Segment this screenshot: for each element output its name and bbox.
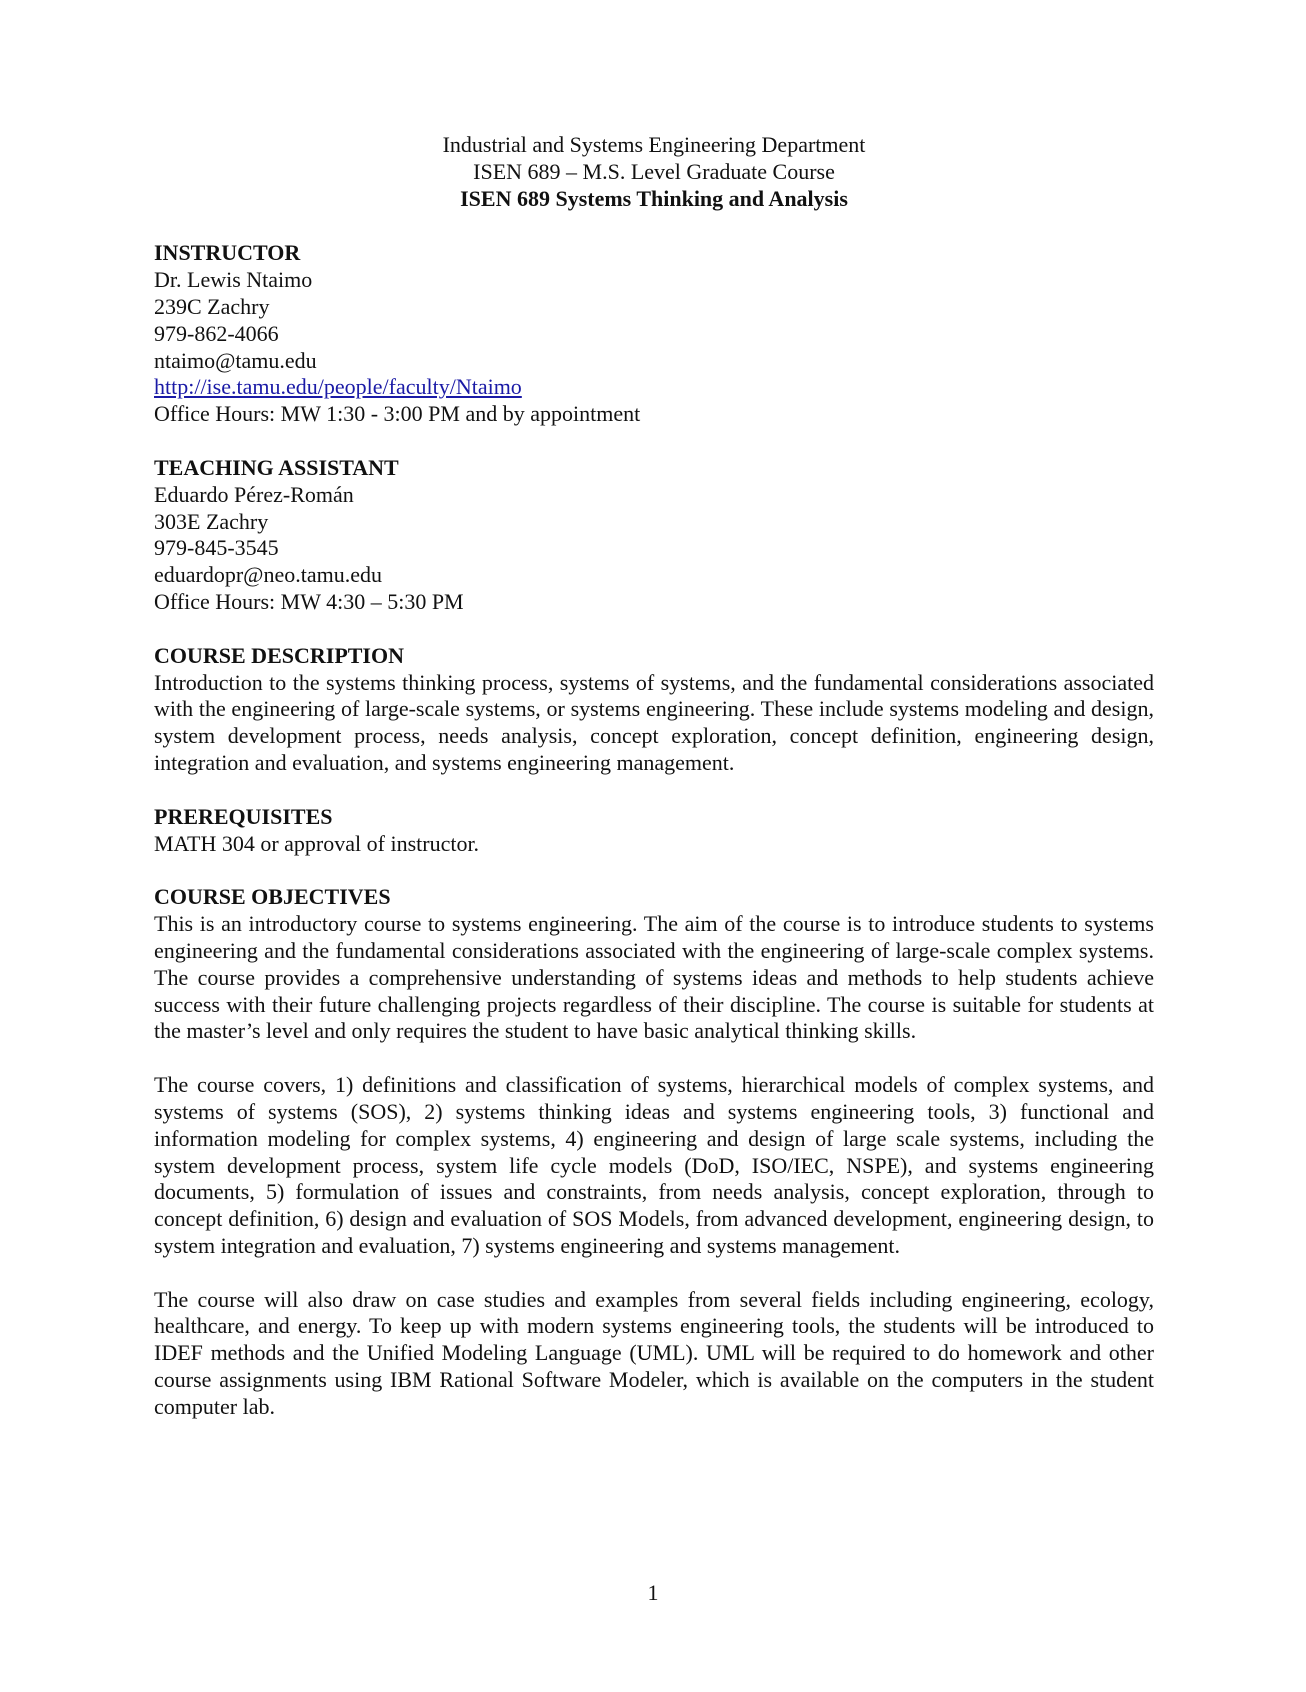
teaching-assistant-heading: TEACHING ASSISTANT — [154, 454, 399, 480]
teaching-assistant-section — [154, 455, 1154, 616]
instructor-heading: INSTRUCTOR — [154, 240, 301, 266]
instructor-office: 239C Zachry — [154, 293, 270, 319]
course-description-heading: COURSE DESCRIPTION — [154, 642, 404, 668]
objectives-paragraph-intro: This is an introductory course to systems engineering. The aim of the course is to introduce students to systems engineering and the fundamental considerations associated with the engineering of large-scale complex systems. The course provides a comprehensive understanding of systems ideas and methods to help students achieve success with their future challenging projects regardless of their discipline. The course is suitable for students at the master’s level and only requires the student to have basic analytical thinking skills. — [154, 911, 1154, 1044]
ta-phone: 979-845-3545 — [154, 535, 279, 561]
course-level-line: ISEN 689 – M.S. Level Graduate Course — [473, 158, 835, 184]
ta-office: 303E Zachry — [154, 508, 269, 534]
ta-name: Eduardo Pérez-Román — [154, 481, 354, 507]
instructor-email: ntaimo@tamu.edu — [154, 347, 317, 373]
ta-email: eduardopr@neo.tamu.edu — [154, 562, 382, 588]
prerequisites-heading: PREREQUISITES — [154, 803, 333, 829]
prerequisites-section — [154, 804, 1154, 858]
course-objectives-heading: COURSE OBJECTIVES — [154, 884, 391, 910]
course-description-text: Introduction to the systems thinking process, systems of systems, and the fundamental considerations associated with the engineering of large-scale systems, or systems engineering. These include systems modeling and design, system development process, needs analysis, concept exploration, concept definition, engineering design, integration and evaluation, and systems engineering management. — [154, 669, 1154, 775]
instructor-section — [154, 240, 1154, 428]
instructor-url-link[interactable]: http://ise.tamu.edu/people/faculty/Ntaimo — [154, 374, 522, 400]
document-body — [154, 132, 1154, 1448]
document-header — [154, 132, 1154, 212]
instructor-name: Dr. Lewis Ntaimo — [154, 267, 313, 293]
objectives-paragraph-case-studies: The course will also draw on case studies and examples from several fields including engineering, ecology, healthcare, and energy. To keep up with modern systems engineering tools, the students will be introduced to IDEF methods and the Unified Modeling Language (UML). UML will be required to do homework and other course assignments using IBM Rational Software Modeler, which is available on the computers in the student computer lab. — [154, 1286, 1154, 1419]
prerequisites-text: MATH 304 or approval of instructor. — [154, 830, 480, 856]
ta-office-hours: Office Hours: MW 4:30 – 5:30 PM — [154, 588, 464, 614]
objectives-paragraph-coverage: The course covers, 1) definitions and classification of systems, hierarchical models of complex systems, and systems of systems (SOS), 2) systems thinking ideas and systems engineering tools, 3) functional and information modeling for complex systems, 4) engineering and design of large scale systems, including the system development process, system life cycle models (DoD, ISO/IEC, NSPE), and systems engineering documents, 5) formulation of issues and constraints, from needs analysis, concept exploration, through to concept definition, 6) design and evaluation of SOS Models, from advanced development, engineering design, to system integration and evaluation, 7) systems engineering and systems management. — [154, 1072, 1154, 1258]
course-description-section — [154, 643, 1154, 777]
page-number: 1 — [647, 1580, 659, 1605]
course-objectives-section — [154, 884, 1154, 1420]
instructor-phone: 979-862-4066 — [154, 320, 279, 346]
course-title: ISEN 689 Systems Thinking and Analysis — [460, 185, 848, 211]
instructor-office-hours: Office Hours: MW 1:30 - 3:00 PM and by appointment — [154, 401, 641, 427]
department-line: Industrial and Systems Engineering Department — [442, 132, 866, 157]
